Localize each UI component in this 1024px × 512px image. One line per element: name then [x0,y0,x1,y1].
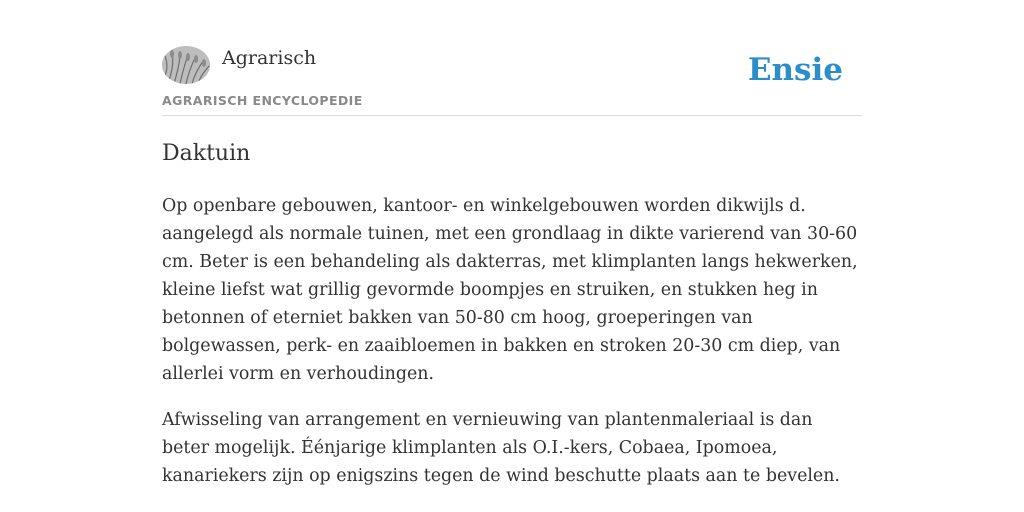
source-name[interactable]: Agrarisch [222,47,317,69]
source-subtitle[interactable]: AGRARISCH ENCYCLOPEDIE [162,93,363,108]
content-column [162,0,862,486]
header [162,0,862,116]
ensie-logo-link[interactable]: Ensie [747,52,843,88]
page-title: Daktuin [162,141,251,166]
article-paragraph-2: Afwisseling van arrangement en vernieuwing van plantenmaleriaal is dan beter mogelijk. Éénjarige klimplanten als O.I.-kers, Cobaea, Ipomoea, kanariekers zijn op enigszins tegen de wind beschutte plaats aan te bevelen. [162,410,840,486]
article-body [162,192,862,508]
article-paragraph-1: Op openbare gebouwen, kantoor- en winkelgebouwen worden dikwijls d. aangelegd als normale tuinen, met een grondlaag in dikte varierend van 30-60 cm. Beter is een behandeling als dakterras, met klimplanten langs hekwerken, kleine liefst wat grillig gevormde boompjes en struiken, en stukken heg in betonnen of eterniet bakken van 50-80 cm hoog, groeperingen van bolgewassen, perk- en zaaibloemen in bakken en stroken 20-30 cm diep, van allerlei vorm en verhoudingen. [162,196,858,384]
wheat-photo-icon[interactable] [162,46,210,84]
